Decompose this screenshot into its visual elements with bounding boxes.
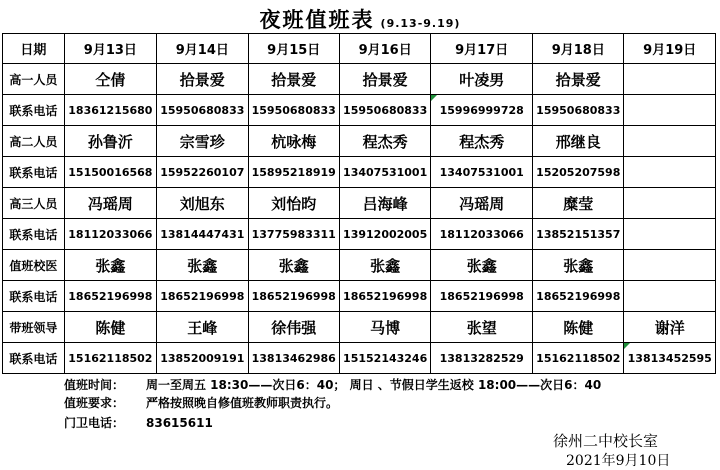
header-cell: 9月13日 — [64, 34, 156, 64]
table-cell: 张鑫 — [157, 250, 248, 281]
page-title: 夜班值班表 — [259, 7, 375, 32]
table-cell — [624, 219, 716, 250]
table-cell: 陈健 — [64, 312, 156, 343]
header-cell: 9月18日 — [533, 34, 624, 64]
table-cell: 叶凌男 — [431, 64, 533, 95]
table-cell: 糜莹 — [533, 188, 624, 219]
table-cell: 张望 — [431, 312, 533, 343]
gate-phone-label: 门卫电话： — [64, 416, 125, 430]
table-cell: 张鑫 — [431, 250, 533, 281]
table-cell: 13407531001 — [339, 157, 430, 188]
table-row — [3, 343, 716, 374]
table-cell: 刘怡昀 — [248, 188, 339, 219]
row-label: 联系电话 — [3, 343, 65, 374]
table-cell: 15162118502 — [64, 343, 156, 374]
table-cell: 18112033066 — [431, 219, 533, 250]
table-header-row — [3, 34, 716, 64]
table-cell: 杭咏梅 — [248, 126, 339, 157]
issuing-office: 徐州二中校长室 — [553, 432, 659, 450]
table-cell: 张鑫 — [533, 250, 624, 281]
title-area — [0, 4, 720, 30]
table-cell: 陈健 — [533, 312, 624, 343]
row-label: 高三人员 — [3, 188, 65, 219]
duty-time-value: 周一至周五 18:30——次日6：40； 周日 、节假日学生返校 18:00——次日6：40 — [146, 378, 602, 392]
table-cell: 13852151357 — [533, 219, 624, 250]
header-cell: 9月15日 — [248, 34, 339, 64]
table-cell: 15950680833 — [248, 95, 339, 126]
table-cell: 15205207598 — [533, 157, 624, 188]
table-cell: 13813452595 — [624, 343, 716, 374]
table-cell: 13813282529 — [431, 343, 533, 374]
header-cell: 9月14日 — [157, 34, 248, 64]
table-cell: 吕海峰 — [339, 188, 430, 219]
table-cell: 刘旭东 — [157, 188, 248, 219]
table-cell: 15152143246 — [339, 343, 430, 374]
table-row — [3, 312, 716, 343]
duty-requirement-value: 严格按照晚自修值班教师职责执行。 — [146, 396, 339, 410]
table-cell: 马博 — [339, 312, 430, 343]
table-cell: 15950680833 — [157, 95, 248, 126]
table-cell: 18652196998 — [157, 281, 248, 312]
table-cell: 王峰 — [157, 312, 248, 343]
table-cell: 18652196998 — [533, 281, 624, 312]
table-cell: 18652196998 — [431, 281, 533, 312]
gate-phone-value: 83615611 — [146, 416, 213, 430]
table-cell: 18112033066 — [64, 219, 156, 250]
table-cell: 邢继良 — [533, 126, 624, 157]
duty-time-label: 值班时间： — [64, 378, 125, 392]
duty-schedule-table — [2, 33, 716, 374]
table-cell: 13814447431 — [157, 219, 248, 250]
table-cell — [624, 157, 716, 188]
table-cell: 13912002005 — [339, 219, 430, 250]
table-cell — [624, 126, 716, 157]
table-row — [3, 281, 716, 312]
table-cell: 冯瑶周 — [64, 188, 156, 219]
table-cell: 冯瑶周 — [431, 188, 533, 219]
table-cell: 15162118502 — [533, 343, 624, 374]
table-row — [3, 157, 716, 188]
table-row — [3, 64, 716, 95]
table-cell: 拾景爱 — [339, 64, 430, 95]
table-cell: 拾景爱 — [533, 64, 624, 95]
table-cell — [624, 250, 716, 281]
row-label: 联系电话 — [3, 95, 65, 126]
table-cell: 宗雪珍 — [157, 126, 248, 157]
header-cell: 9月16日 — [339, 34, 430, 64]
duty-requirement-note — [64, 394, 338, 411]
table-cell: 15996999728 — [431, 95, 533, 126]
table-row — [3, 250, 716, 281]
row-label: 联系电话 — [3, 281, 65, 312]
table-cell: 13407531001 — [431, 157, 533, 188]
table-cell — [624, 281, 716, 312]
table-cell: 张鑫 — [64, 250, 156, 281]
table-cell: 13852009191 — [157, 343, 248, 374]
table-cell: 谢洋 — [624, 312, 716, 343]
table-row — [3, 219, 716, 250]
table-cell: 拾景爱 — [248, 64, 339, 95]
table-cell: 孙鲁沂 — [64, 126, 156, 157]
table-cell: 张鑫 — [339, 250, 430, 281]
table-cell: 18652196998 — [339, 281, 430, 312]
table-cell: 15952260107 — [157, 157, 248, 188]
table-cell — [624, 95, 716, 126]
table-cell: 仝倩 — [64, 64, 156, 95]
table-cell — [624, 64, 716, 95]
table-cell: 13775983311 — [248, 219, 339, 250]
row-label: 带班领导 — [3, 312, 65, 343]
date-range: (9.13-9.19) — [380, 17, 461, 30]
table-cell: 15950680833 — [339, 95, 430, 126]
table-cell: 15895218919 — [248, 157, 339, 188]
row-label: 联系电话 — [3, 157, 65, 188]
table-cell: 18652196998 — [64, 281, 156, 312]
table-cell: 程杰秀 — [339, 126, 430, 157]
table-cell: 15150016568 — [64, 157, 156, 188]
table-row — [3, 188, 716, 219]
table-cell: 18361215680 — [64, 95, 156, 126]
table-cell: 张鑫 — [248, 250, 339, 281]
row-label: 值班校医 — [3, 250, 65, 281]
table-cell: 程杰秀 — [431, 126, 533, 157]
row-label: 高一人员 — [3, 64, 65, 95]
table-cell: 18652196998 — [248, 281, 339, 312]
table-cell: 15950680833 — [533, 95, 624, 126]
row-label: 联系电话 — [3, 219, 65, 250]
table-cell — [624, 188, 716, 219]
duty-requirement-label: 值班要求： — [64, 396, 125, 410]
table-cell: 拾景爱 — [157, 64, 248, 95]
header-cell: 9月19日 — [624, 34, 716, 64]
table-cell: 徐伟强 — [248, 312, 339, 343]
gate-phone-note — [64, 414, 213, 431]
row-label: 高二人员 — [3, 126, 65, 157]
header-cell: 9月17日 — [431, 34, 533, 64]
table-cell: 13813462986 — [248, 343, 339, 374]
header-cell: 日期 — [3, 34, 65, 64]
duty-time-note — [64, 376, 601, 393]
issue-date: 2021年9月10日 — [566, 453, 671, 469]
table-row — [3, 95, 716, 126]
table-row — [3, 126, 716, 157]
